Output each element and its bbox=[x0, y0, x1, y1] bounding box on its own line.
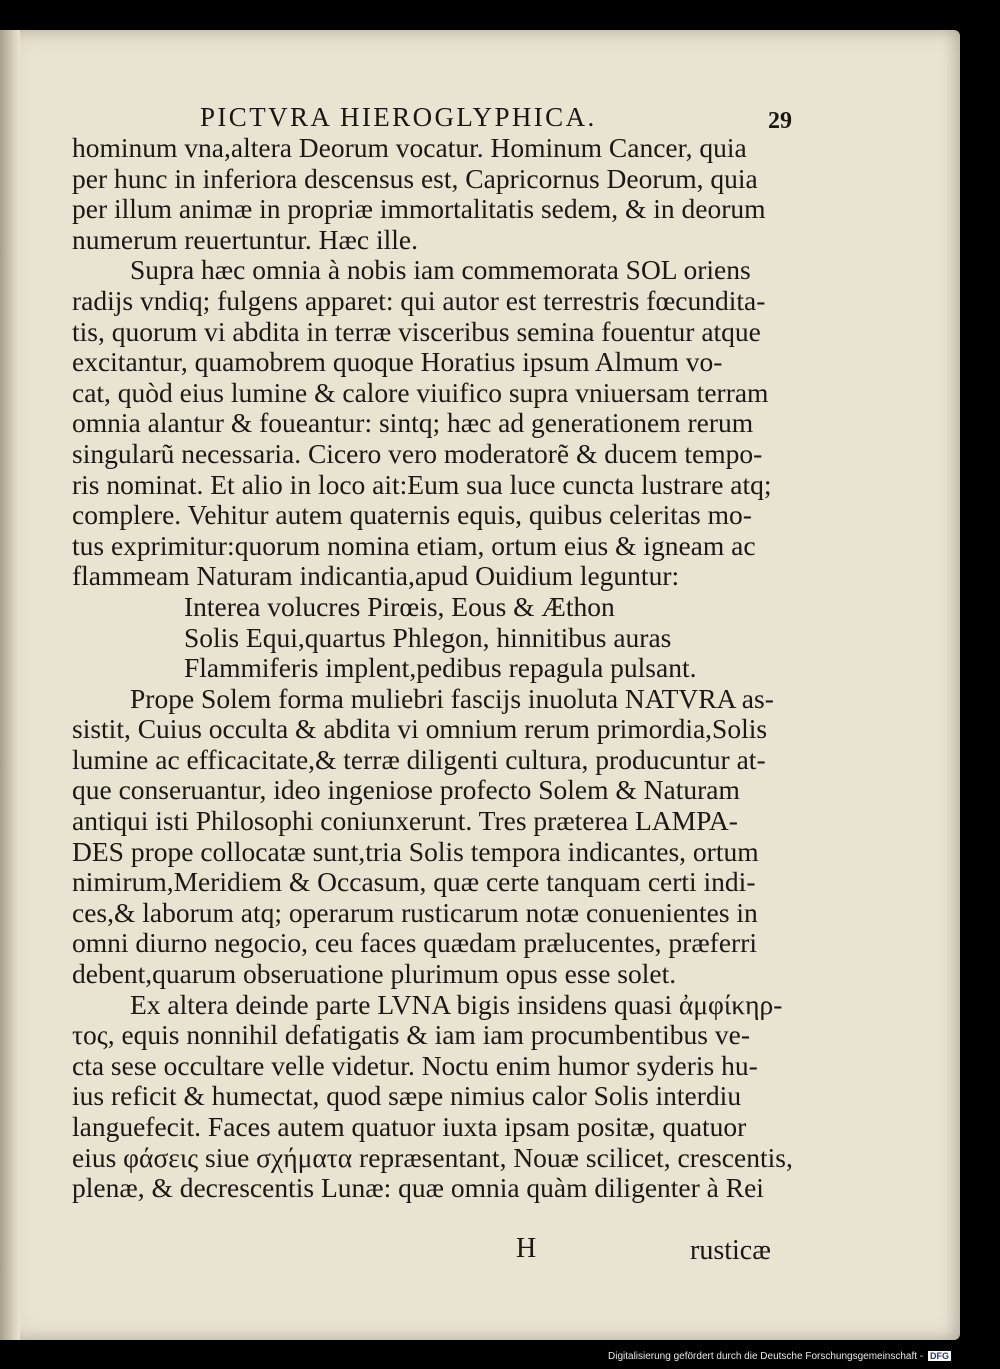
text-line: Supra hæc omnia à nobis iam commemorata SOL oriens bbox=[130, 254, 751, 286]
text-line: antiqui isti Philosophi coniunxerunt. Tres præterea LAMPA- bbox=[72, 805, 738, 837]
text-line: languefecit. Faces autem quatuor iuxta ipsam positæ, quatuor bbox=[72, 1111, 747, 1142]
signature-mark: H bbox=[516, 1233, 537, 1264]
verse-line: Interea volucres Pirœis, Eous & Æthon bbox=[184, 590, 615, 622]
text-line: hominum vna,altera Deorum vocatur. Hominum Cancer, quia bbox=[72, 132, 747, 163]
text-line: flammeam Naturam indicantia,apud Ouidium leguntur: bbox=[72, 560, 680, 592]
text-line: τος, equis nonnihil defatigatis & iam iam procumbentibus ve- bbox=[72, 1019, 750, 1051]
text-line: per illum animæ in propriæ immortalitatis sedem, & in deorum bbox=[72, 193, 766, 225]
text-line: plenæ, & decrescentis Lunæ: quæ omnia quàm diligenter à Rei bbox=[72, 1172, 764, 1204]
text-line: Prope Solem forma muliebri fascijs inuoluta NATVRA as- bbox=[130, 682, 774, 714]
book-page bbox=[0, 30, 960, 1340]
text-line: ius reficit & humectat, quod sæpe nimius calor Solis interdiu bbox=[72, 1080, 742, 1112]
text-line: lumine ac efficacitate,& terræ diligenti cultura, producuntur at- bbox=[72, 743, 766, 775]
text-line: ris nominat. Et alio in loco ait:Eum sua luce cuncta lustrare atq; bbox=[72, 468, 772, 500]
text-line: cat, quòd eius lumine & calore viuifico supra vniuersam terram bbox=[72, 376, 769, 408]
body-text bbox=[72, 133, 792, 1204]
page-gutter bbox=[0, 30, 20, 1340]
text-line: tus exprimitur:quorum nomina etiam, ortum eius & igneam ac bbox=[72, 529, 756, 561]
text-line: tis, quorum vi abdita in terræ visceribus semina fouentur atque bbox=[72, 315, 761, 347]
text-line: omnia alantur & foueantur: sintq; hæc ad generationem rerum bbox=[72, 407, 754, 439]
text-line: sistit, Cuius occulta & abdita vi omnium rerum primordia,Solis bbox=[72, 713, 768, 745]
text-line: ces,& laborum atq; operarum rusticarum notæ conuenientes in bbox=[72, 896, 758, 928]
text-line: nimirum,Meridiem & Occasum, quæ certe tanquam certi indi- bbox=[72, 866, 756, 898]
funding-footer bbox=[608, 1351, 951, 1362]
dfg-logo: DFG bbox=[929, 1351, 949, 1361]
text-line: radijs vndiq; fulgens apparet: qui autor est terrestris fœcundita- bbox=[72, 284, 766, 316]
text-line: Ex altera deinde parte LVNA bigis insidens quasi ἀμφίκηρ- bbox=[130, 988, 783, 1020]
catchword: rusticæ bbox=[690, 1235, 771, 1266]
text-line: complere. Vehitur autem quaternis equis, quibus celeritas mo- bbox=[72, 499, 752, 531]
verse-line: Flammiferis implent,pedibus repagula pulsant. bbox=[184, 652, 697, 684]
text-line: que conseruantur, ideo ingeniose profecto Solem & Naturam bbox=[72, 774, 740, 806]
text-line: debent,quarum obseruatione plurimum opus esse solet. bbox=[72, 958, 677, 990]
text-line: eius φάσεις siue σχήματα repræsentant, Nouæ scilicet, crescentis, bbox=[72, 1141, 793, 1173]
text-line: DES prope collocatæ sunt,tria Solis tempora indicantes, ortum bbox=[72, 835, 759, 867]
text-line: omni diurno negocio, ceu faces quædam prælucentes, præferri bbox=[72, 927, 758, 959]
page-number: 29 bbox=[768, 108, 792, 134]
text-line: numerum reuertuntur. Hæc ille. bbox=[72, 223, 418, 255]
funding-note: Digitalisierung gefördert durch die Deutsche Forschungsgemeinschaft - bbox=[608, 1351, 924, 1362]
text-line: excitantur, quamobrem quoque Horatius ipsum Almum vo- bbox=[72, 346, 723, 378]
text-line: cta sese occultare velle videtur. Noctu enim humor syderis hu- bbox=[72, 1049, 758, 1081]
verse-line: Solis Equi,quartus Phlegon, hinnitibus auras bbox=[184, 621, 672, 653]
running-head: PICTVRA HIEROGLYPHICA. bbox=[200, 102, 597, 132]
text-line: per hunc in inferiora descensus est, Capricornus Deorum, quia bbox=[72, 162, 758, 194]
text-line: singularũ necessaria. Cicero vero moderatorẽ & ducem tempo- bbox=[72, 437, 763, 469]
